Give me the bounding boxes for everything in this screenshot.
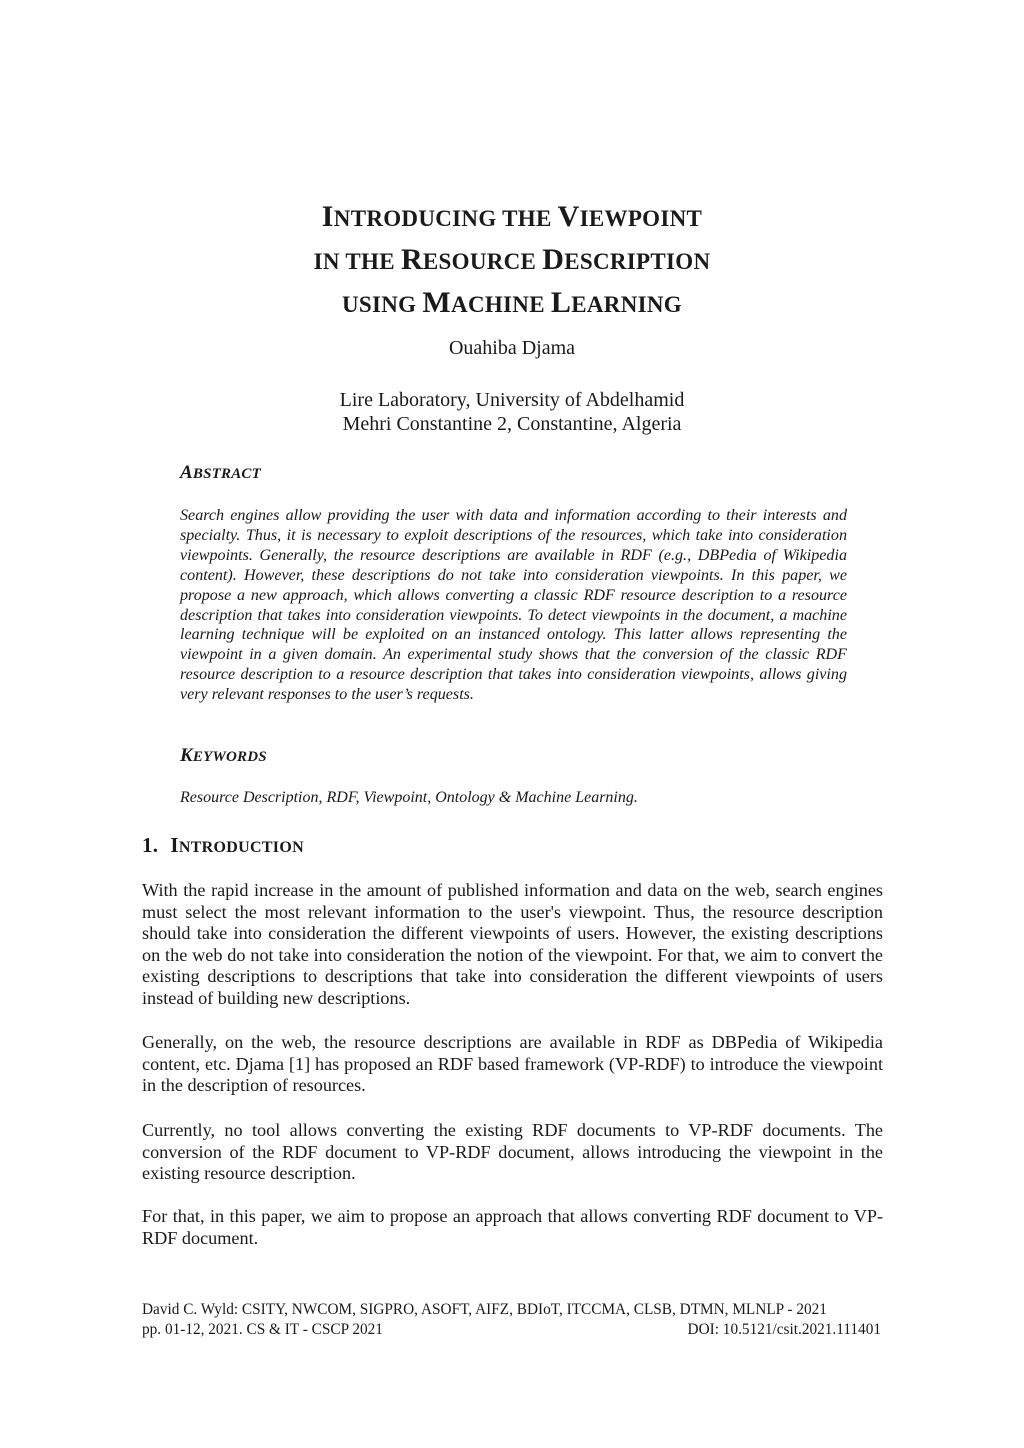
introduction-heading: 1. INTRODUCTION [142,833,304,857]
footer-citation-row [142,1320,881,1340]
intro-paragraph-2: Generally, on the web, the resource descriptions are available in RDF as DBPedia of Wikipedia content, etc. Djama [1] has proposed an RDF based framework (VP-RDF) to introduce the viewpoint in the description of resources. [142,1032,883,1096]
footer-pages: pp. 01-12, 2021. CS & IT - CSCP 2021 [142,1321,383,1338]
abstract-heading: ABSTRACT [180,462,261,483]
affiliation-line-1: Lire Laboratory, University of Abdelhamid [339,389,685,411]
intro-paragraph-3: Currently, no tool allows converting the existing RDF documents to VP-RDF documents. The conversion of the RDF document to VP-RDF document, allows introducing the viewpoint in the existing resource description. [142,1120,883,1184]
footer-doi: DOI: 10.5121/csit.2021.111401 [687,1321,881,1338]
intro-paragraph-1: With the rapid increase in the amount of published information and data on the web, search engines must select the most relevant information to the user's viewpoint. Thus, the resource description should take into consideration the different viewpoints of users. However, the existing descriptions on the web do not take into consideration the notion of the viewpoint. For that, we aim to convert the existing descriptions to descriptions that take into consideration the different viewpoints of users instead of building new descriptions. [142,880,883,1008]
keywords-heading: KEYWORDS [180,745,267,766]
title-line-2: IN THE RESOURCE DESCRIPTION [313,243,711,276]
footer-proceedings: David C. Wyld: CSITY, NWCOM, SIGPRO, ASOFT, AIFZ, BDIoT, ITCCMA, CLSB, DTMN, MLNLP - 2021 [142,1301,827,1318]
title-line-3: USING MACHINE LEARNING [342,286,682,319]
keywords-text: Resource Description, RDF, Viewpoint, Ontology & Machine Learning. [180,789,638,806]
abstract-text: Search engines allow providing the user with data and information according to their interests and specialty. Thus, it is necessary to exploit descriptions of the resources, which take into consideration viewpoints. Generally, the resource descriptions are available in RDF (e.g., DBPedia of Wikipedia content). However, these descriptions do not take into consideration viewpoints. In this paper, we propose a new approach, which allows converting a classic RDF resource description to a resource description that takes into consideration viewpoints. To detect viewpoints in the document, a machine learning technique will be exploited on an instanced ontology. This latter allows representing the viewpoint in a given domain. An experimental study shows that the conversion of the classic RDF resource description to a resource description that takes into consideration viewpoints, allows giving very relevant responses to the user’s requests. [180,507,847,704]
intro-paragraph-4: For that, in this paper, we aim to propose an approach that allows converting RDF document to VP-RDF document. [142,1206,883,1248]
author-name: Ouahiba Djama [448,337,576,359]
affiliation-line-2: Mehri Constantine 2, Constantine, Algeria [342,413,682,435]
title-line-1: INTRODUCING THE VIEWPOINT [321,200,703,233]
paper-title [0,196,1024,325]
author-affiliation [0,388,1024,436]
page-footer [142,1300,881,1340]
